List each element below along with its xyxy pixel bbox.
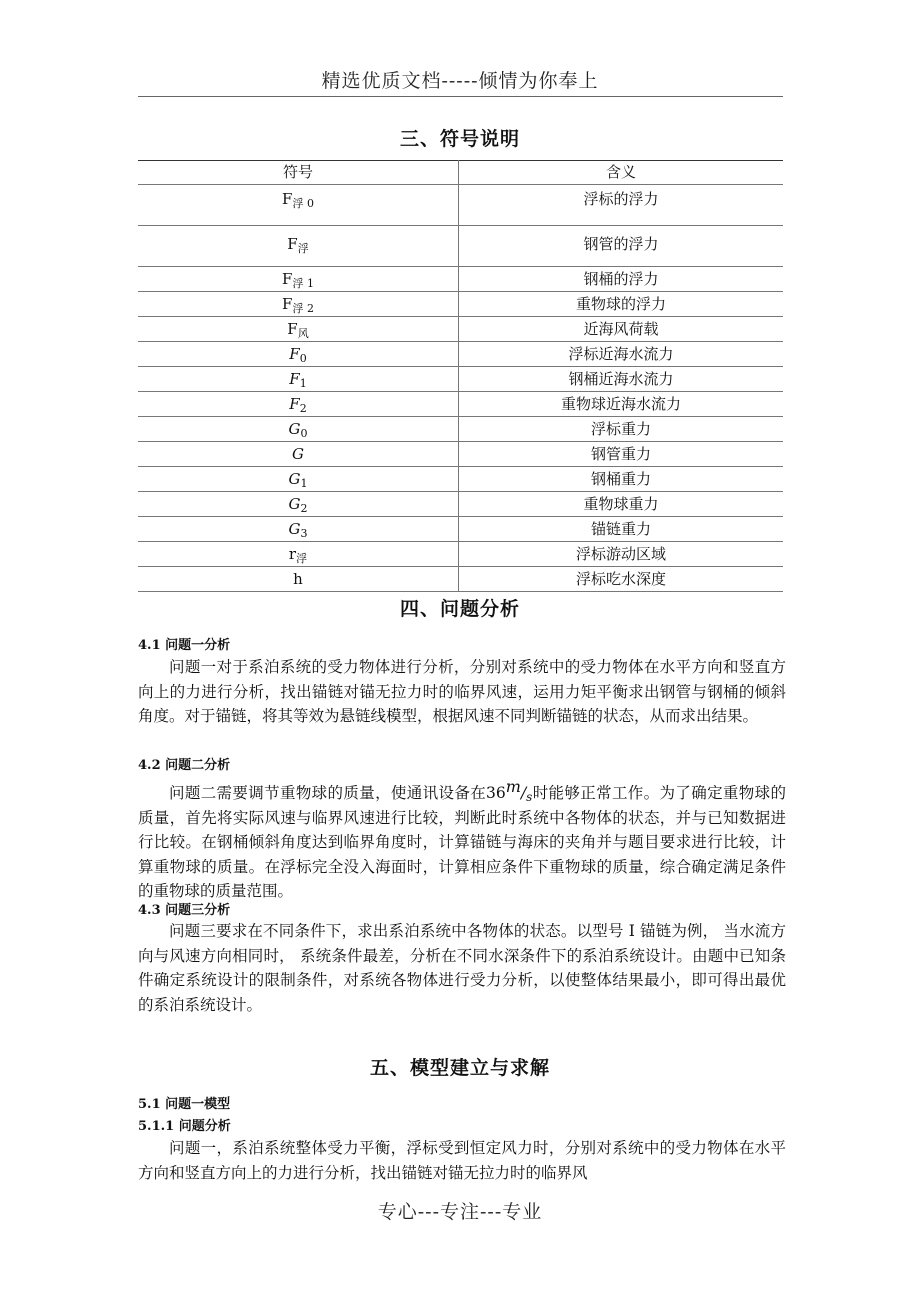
symbol-row — [138, 467, 783, 492]
heading-4-2: 4.2 问题二分析 — [138, 758, 231, 773]
meaning-cell: 近海风荷载 — [459, 317, 784, 342]
page-header: 精选优质文档-----倾情为你奉上 — [321, 70, 599, 92]
heading-4-3: 4.3 问题三分析 — [138, 903, 231, 918]
symbol-row — [138, 267, 783, 292]
symbol-cell — [138, 292, 459, 317]
meaning-cell: 重物球的浮力 — [459, 292, 784, 317]
symbol-base: F — [282, 270, 293, 288]
symbol-subscript: 风 — [297, 327, 309, 340]
paragraph-4-2 — [138, 775, 786, 904]
symbol-row — [138, 317, 783, 342]
symbol-row — [138, 342, 783, 367]
symbol-row — [138, 492, 783, 517]
symbol-cell — [138, 517, 459, 542]
symbol-cell — [138, 467, 459, 492]
speed-unit-den: s — [526, 790, 533, 805]
meaning-cell: 钢管重力 — [459, 442, 784, 467]
symbol-subscript: 浮 2 — [292, 302, 314, 315]
symbol-subscript: 浮 0 — [292, 197, 314, 210]
meaning-cell: 浮标重力 — [459, 417, 784, 442]
symbol-row — [138, 392, 783, 417]
symbol-base: F — [287, 235, 298, 253]
symbol-table-header — [138, 161, 783, 185]
symbol-base: F — [282, 190, 293, 208]
paragraph-5-1-1: 问题一，系泊系统整体受力平衡，浮标受到恒定风力时，分别对系统中的受力物体在水平方向和竖直方向上的力进行分析，找出锚链对锚无拉力时的临界风 — [138, 1139, 786, 1182]
symbol-cell — [138, 226, 459, 267]
symbol-base: G — [292, 445, 304, 463]
symbol-subscript: 2 — [299, 402, 307, 415]
paragraph-4-1: 问题一对于系泊系统的受力物体进行分析，分别对系统中的受力物体在水平方向和竖直方向上的力进行分析，找出锚链对锚无拉力时的临界风速，运用力矩平衡求出钢管与钢桶的倾斜角度。对于锚链，将其等效为悬链线模型，根据风速不同判断锚链的状态，从而求出结果。 — [138, 658, 786, 725]
symbol-subscript: 1 — [299, 377, 307, 390]
meaning-cell: 钢桶近海水流力 — [459, 367, 784, 392]
symbol-base: G — [288, 520, 301, 538]
symbol-subscript: 浮 — [297, 242, 309, 255]
symbol-base: F — [289, 370, 300, 388]
paragraph-4-2-part-a: 问题二需要调节重物球的质量，使通讯设备在36 — [169, 784, 506, 803]
symbol-cell — [138, 342, 459, 367]
heading-4-1: 4.1 问题一分析 — [138, 638, 231, 653]
symbol-subscript: 浮 — [296, 552, 308, 565]
header-rule — [138, 96, 783, 97]
symbol-row — [138, 292, 783, 317]
meaning-cell: 重物球近海水流力 — [459, 392, 784, 417]
symbol-base: F — [287, 320, 298, 338]
page-footer: 专心---专注---专业 — [377, 1201, 543, 1223]
meaning-cell: 浮标游动区域 — [459, 542, 784, 567]
symbol-row — [138, 185, 783, 226]
heading-5-1: 5.1 问题一模型 — [138, 1097, 231, 1112]
symbol-base: G — [288, 470, 301, 488]
symbol-cell — [138, 267, 459, 292]
meaning-cell: 锚链重力 — [459, 517, 784, 542]
meaning-cell: 钢桶的浮力 — [459, 267, 784, 292]
symbol-row — [138, 542, 783, 567]
symbol-subscript: 1 — [300, 477, 308, 490]
symbol-row — [138, 517, 783, 542]
symbol-row — [138, 226, 783, 267]
col-symbol-header: 符号 — [138, 161, 459, 185]
symbol-base: r — [288, 545, 297, 563]
symbol-base: h — [293, 570, 303, 588]
symbol-cell — [138, 367, 459, 392]
symbol-subscript: 2 — [300, 502, 308, 515]
symbol-cell — [138, 567, 459, 592]
meaning-cell: 钢管的浮力 — [459, 226, 784, 267]
symbol-row — [138, 367, 783, 392]
symbol-row — [138, 442, 783, 467]
symbol-table — [138, 160, 783, 592]
symbol-cell — [138, 442, 459, 467]
speed-unit-num: m — [505, 777, 521, 796]
symbol-cell — [138, 542, 459, 567]
symbol-subscript: 0 — [299, 352, 307, 365]
speed-unit: $^m/_s$ — [505, 777, 533, 805]
paragraph-4-3: 问题三要求在不同条件下，求出系泊系统中各物体的状态。以型号 I 锚链为例， 当水流方向与风速方向相同时， 系统条件最差，分析在不同水深条件下的系泊系统设计。由题中已知条件确定系统设计的限制条件，对系统各物体进行受力分析，以使整体结果最小，即可得出最优的系泊系统设计。 — [138, 922, 786, 1014]
section-4-title: 四、问题分析 — [399, 598, 520, 620]
symbol-subscript: 3 — [300, 527, 308, 540]
meaning-cell: 重物球重力 — [459, 492, 784, 517]
symbol-base: F — [289, 345, 300, 363]
symbol-base: F — [282, 295, 293, 313]
section-5-title: 五、模型建立与求解 — [369, 1057, 550, 1079]
symbol-subscript: 0 — [300, 427, 308, 440]
symbol-cell — [138, 492, 459, 517]
symbol-base: G — [288, 495, 301, 513]
symbol-base: F — [289, 395, 300, 413]
symbol-row — [138, 417, 783, 442]
heading-5-1-1: 5.1.1 问题分析 — [138, 1119, 231, 1134]
meaning-cell: 钢桶重力 — [459, 467, 784, 492]
symbol-cell — [138, 392, 459, 417]
meaning-cell: 浮标吃水深度 — [459, 567, 784, 592]
symbol-row — [138, 567, 783, 592]
symbol-cell — [138, 417, 459, 442]
col-meaning-header: 含义 — [459, 161, 784, 185]
meaning-cell: 浮标近海水流力 — [459, 342, 784, 367]
symbol-subscript: 浮 1 — [292, 277, 314, 290]
paragraph-4-2-part-b: 时能够正常工作。为了确定重物球的质量，首先将实际风速与临界风速进行比较，判断此时系统中各物体的状态，并与已知数据进行比较。在钢桶倾斜角度达到临界角度时，计算锚链与海床的夹角并与题目要求进行比较，计算重物球的质量。在浮标完全没入海面时，计算相应条件下重物球的质量，综合确定满足条件的重物球的质量范围。 — [138, 784, 786, 901]
meaning-cell: 浮标的浮力 — [459, 185, 784, 226]
symbol-base: G — [288, 420, 301, 438]
symbol-cell — [138, 317, 459, 342]
symbol-cell — [138, 185, 459, 226]
section-3-title: 三、符号说明 — [399, 128, 520, 150]
